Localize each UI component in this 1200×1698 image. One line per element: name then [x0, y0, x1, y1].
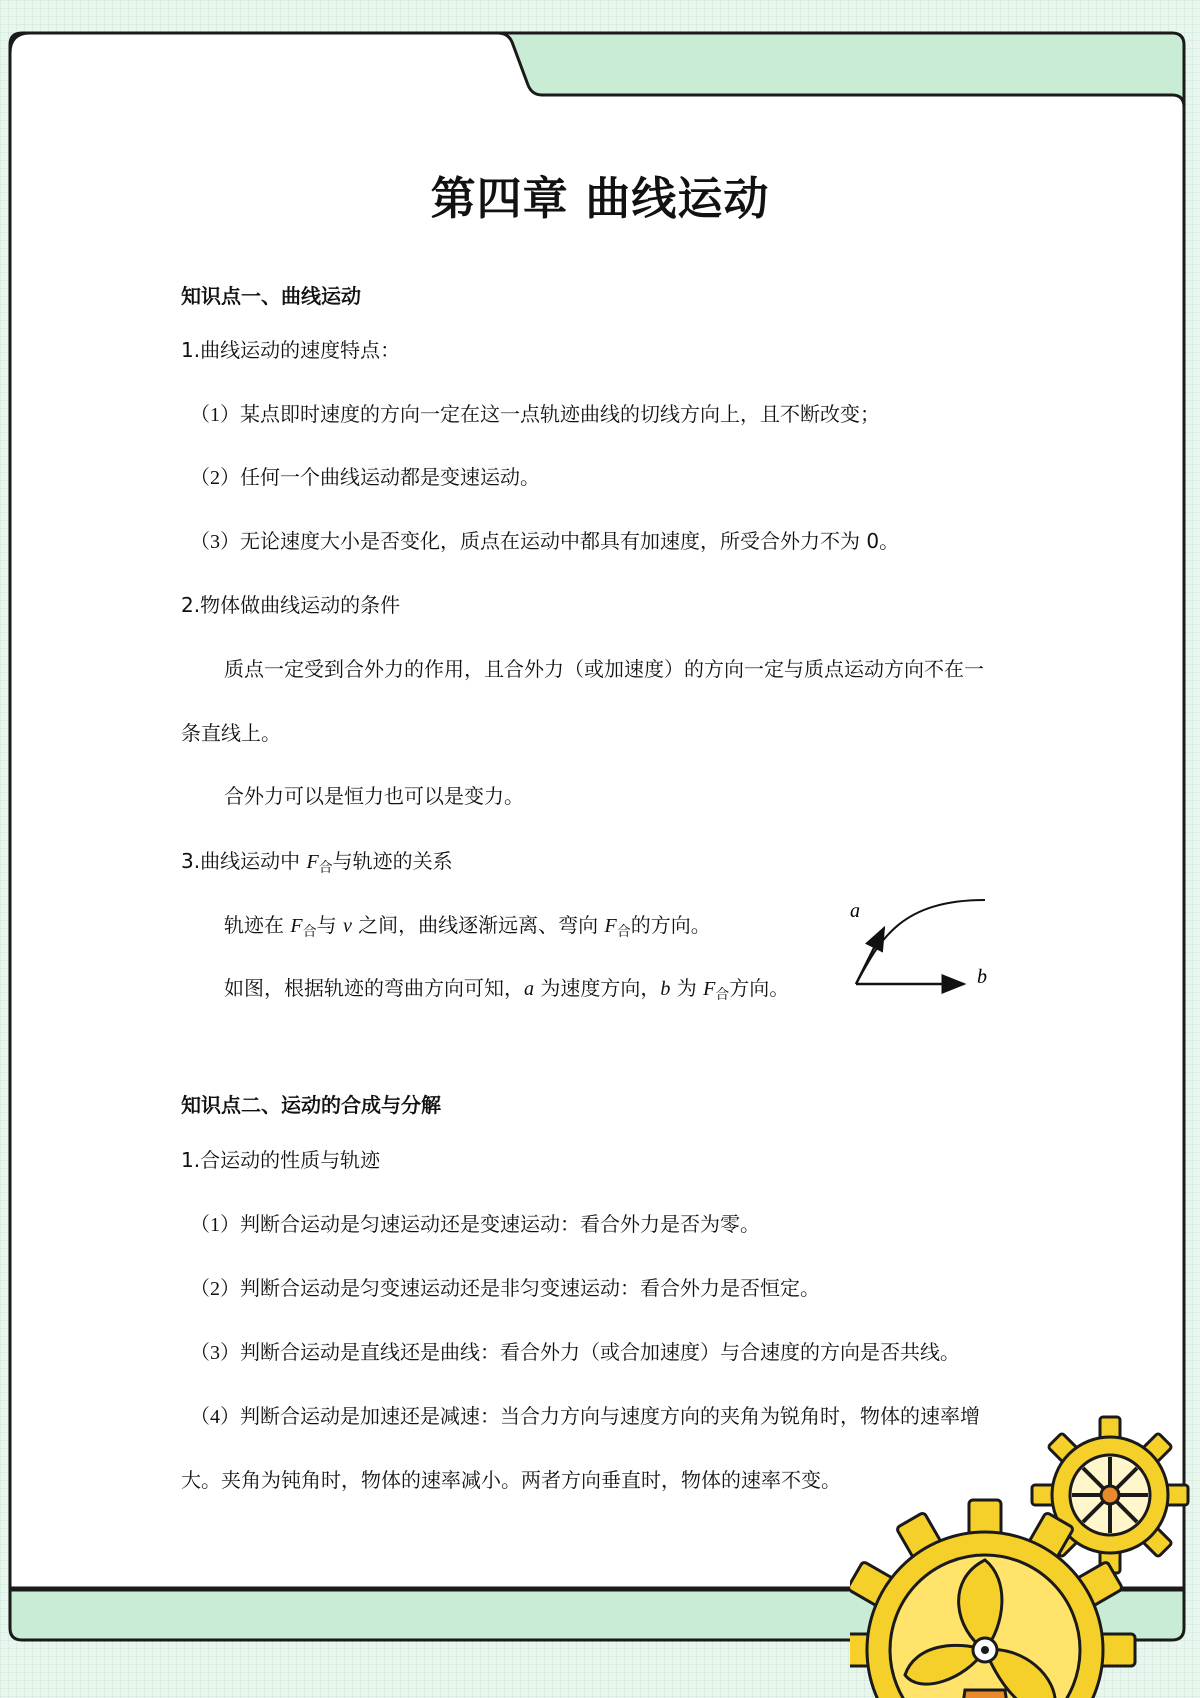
force-symbol: F	[604, 915, 617, 937]
velocity-symbol: v	[342, 915, 352, 937]
text-segment: 为	[670, 976, 704, 1000]
text-segment: 与	[316, 913, 343, 937]
text-segment: 轨迹在	[224, 913, 291, 937]
list-item-number: （3）	[190, 1342, 240, 1364]
list-item-number: （2）	[190, 1278, 240, 1300]
gears-decoration	[850, 1380, 1190, 1698]
list-item-number: （1）	[190, 404, 240, 426]
section1-heading: 知识点一、曲线运动	[181, 284, 361, 308]
text-segment: 如图，根据轨迹的弯曲方向可知，	[224, 976, 524, 1000]
paragraph-line: 合外力可以是恒力也可以是变力。	[224, 784, 524, 808]
paragraph-line: 条直线上。	[181, 721, 281, 745]
label-b: b	[977, 966, 987, 988]
trajectory-figure	[840, 880, 1000, 1010]
list-item	[190, 463, 540, 492]
list-item-number: （3）	[190, 531, 240, 553]
list-item-text: 任何一个曲线运动都是变速运动。	[240, 465, 540, 489]
list-item-text: 判断合运动是匀速运动还是变速运动：看合外力是否为零。	[240, 1212, 760, 1236]
symbol-a: a	[524, 978, 534, 1000]
force-symbol: F	[703, 978, 716, 1000]
list-item	[190, 400, 880, 429]
symbol-b: b	[660, 978, 671, 1000]
force-subscript: 合	[302, 924, 317, 940]
trajectory-curve	[856, 900, 985, 984]
list-item-text: 判断合运动是加速还是减速：当合力方向与速度方向的夹角为锐角时，物体的速率增	[240, 1404, 980, 1428]
page-title: 第四章 曲线运动	[430, 172, 770, 225]
list-item-text: 判断合运动是匀变速运动还是非匀变速运动：看合外力是否恒定。	[240, 1276, 820, 1300]
force-symbol: F	[290, 915, 303, 937]
list-item	[190, 527, 899, 556]
section1-item3-label	[181, 847, 453, 882]
velocity-arrow	[856, 928, 884, 984]
section2-heading: 知识点二、运动的合成与分解	[181, 1093, 441, 1117]
list-item	[190, 1274, 820, 1303]
paragraph-line: 大。夹角为钝角时，物体的速率减小。两者方向垂直时，物体的速率不变。	[181, 1468, 841, 1492]
text-segment: 方向。	[729, 976, 790, 1000]
force-subscript: 合	[715, 987, 730, 1003]
section2-item1-label: 1.合运动的性质与轨迹	[181, 1148, 381, 1172]
force-symbol: F	[306, 851, 319, 873]
paragraph-line	[224, 974, 789, 1009]
label-text: 3.曲线运动中	[181, 849, 307, 873]
section1-item1-label: 1.曲线运动的速度特点：	[181, 338, 401, 362]
force-subscript: 合	[616, 924, 631, 940]
label-a: a	[850, 900, 860, 922]
list-item-text: 无论速度大小是否变化，质点在运动中都具有加速度，所受合外力不为 0。	[240, 529, 900, 553]
list-item	[190, 1338, 960, 1367]
section1-item2-label: 2.物体做曲线运动的条件	[181, 593, 401, 617]
text-segment: 为速度方向，	[534, 976, 661, 1000]
text-segment: 之间，曲线逐渐远离、弯向	[351, 913, 605, 937]
list-item-number: （4）	[190, 1406, 240, 1428]
paragraph-line: 质点一定受到合外力的作用，且合外力（或加速度）的方向一定与质点运动方向不在一	[224, 657, 984, 681]
text-segment: 的方向。	[630, 913, 711, 937]
list-item-number: （1）	[190, 1214, 240, 1236]
list-item-text: 判断合运动是直线还是曲线：看合外力（或合加速度）与合速度的方向是否共线。	[240, 1340, 960, 1364]
list-item-text: 某点即时速度的方向一定在这一点轨迹曲线的切线方向上，且不断改变；	[240, 402, 880, 426]
paragraph-line	[224, 911, 711, 946]
list-item	[190, 1210, 760, 1239]
force-subscript: 合	[318, 860, 333, 876]
label-text: 与轨迹的关系	[332, 849, 453, 873]
list-item-number: （2）	[190, 467, 240, 489]
